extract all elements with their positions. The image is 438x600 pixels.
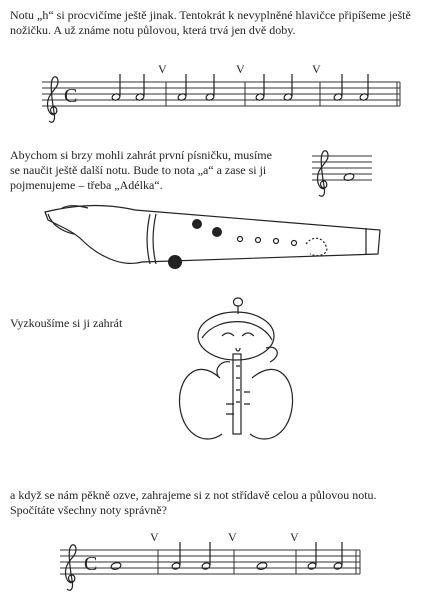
new-note-paragraph: Abychom si brzy mohli zahrát první písničku, musíme se naučit ještě další notu. Bude to nota „a“ a zase si ji pojmenujeme – třeba „Adélka“. <box>10 148 272 192</box>
breath-mark: V <box>158 62 167 76</box>
alternate-notes-paragraph: a když se nám pěkně ozve, zahrajeme si z not střídavě celou a půlovou notu. Spočítáte všechny noty správně? <box>10 488 377 517</box>
time-signature: C <box>64 85 78 107</box>
recorder-illustration <box>0 196 438 286</box>
try-it-text: Vyzkoušíme si ji zahrát <box>10 316 123 330</box>
girl-playing-recorder-illustration <box>0 296 438 476</box>
intro-paragraph: Notu „h“ si procvičíme ještě jinak. Tentokrát k nevyplněné hlavičce připíšeme ještě nožičku. A už známe notu půlovou, která trvá jen dvě doby. <box>10 8 411 37</box>
time-signature: C <box>84 553 98 575</box>
music-staff-1 <box>0 60 438 140</box>
music-staff-3 <box>0 528 438 598</box>
whole-note <box>256 562 267 571</box>
breath-mark: V <box>290 530 299 544</box>
staff-lines <box>42 82 400 106</box>
breath-mark: V <box>228 530 237 544</box>
breath-mark: V <box>236 62 245 76</box>
breath-mark: V <box>150 530 159 544</box>
whole-note <box>110 562 121 571</box>
breath-mark: V <box>312 62 321 76</box>
